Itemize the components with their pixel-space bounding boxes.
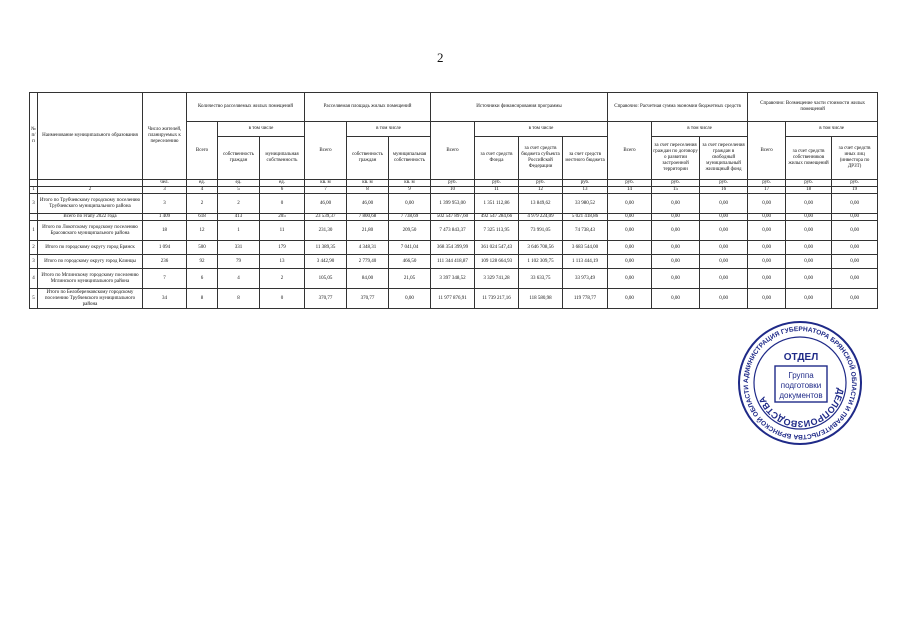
cell-c8: 46,00 xyxy=(347,194,389,214)
cell-planned: 34 xyxy=(143,289,187,309)
stamp-dept2-text: ДЕЛОПРОИЗВОДСТВА xyxy=(756,387,846,430)
cell-c4: 12 xyxy=(187,221,218,241)
col19-header: за счет средств иных лиц (инвестора по ДРЗТ) xyxy=(832,137,878,180)
column-numbers-row xyxy=(30,187,878,194)
cell-name: Итого по городскому округу город Клинцы xyxy=(38,255,143,269)
cell-c14: 0,00 xyxy=(608,241,652,255)
col15-header: за счет переселения граждан по договору о развитии застроенной территории xyxy=(652,137,700,180)
cell-planned: 7 xyxy=(143,269,187,289)
cell-c9: 209,50 xyxy=(389,221,431,241)
cell-c6: 11 xyxy=(260,221,305,241)
cell-c13: 33 980,52 xyxy=(563,194,608,214)
cell-c6: 13 xyxy=(260,255,305,269)
cell-planned: 1 094 xyxy=(143,241,187,255)
unit-cell: руб. xyxy=(608,180,652,187)
cell-no: 1 xyxy=(30,221,38,241)
cell-c11: 3 329 741,28 xyxy=(475,269,519,289)
cell-planned: 1 409 xyxy=(143,214,187,221)
cell-c10: 502 547 897,60 xyxy=(431,214,475,221)
col9-header: муниципальная собственность xyxy=(389,137,431,180)
unit-cell: кв. м xyxy=(305,180,347,187)
cell-c19: 0,00 xyxy=(832,241,878,255)
cell-no: 4 xyxy=(30,269,38,289)
unit-cell: руб. xyxy=(748,180,786,187)
stamp-group-text: документов xyxy=(779,391,823,400)
col-number: 13 xyxy=(563,187,608,194)
cell-c11: 361 024 547,43 xyxy=(475,241,519,255)
cell-c16: 0,00 xyxy=(700,221,748,241)
cell-name: Итого по Мглинскому городскому поселению Мглинского муниципального района xyxy=(38,269,143,289)
cell-c13: 5 021 418,86 xyxy=(563,214,608,221)
cell-no: 3 xyxy=(30,255,38,269)
col-number: 7 xyxy=(305,187,347,194)
cell-c16: 0,00 xyxy=(700,194,748,214)
cell-c5: 413 xyxy=(218,214,260,221)
cell-c8: 7 800,68 xyxy=(347,214,389,221)
cell-c12: 118 580,98 xyxy=(519,289,563,309)
cell-c12: 33 633,75 xyxy=(519,269,563,289)
cell-c5: 8 xyxy=(218,289,260,309)
cell-c16: 0,00 xyxy=(700,214,748,221)
cell-c4: 618 xyxy=(187,214,218,221)
col-number: 9 xyxy=(389,187,431,194)
cell-c15: 0,00 xyxy=(652,221,700,241)
cell-no: 3 xyxy=(30,194,38,214)
group-ref1-header: Справочно: Расчетная сумма экономии бюджетных средств xyxy=(608,93,748,122)
cell-c10: 111 344 418,87 xyxy=(431,255,475,269)
col-number: 16 xyxy=(700,187,748,194)
cell-c15: 0,00 xyxy=(652,214,700,221)
cell-c6: 2 xyxy=(260,269,305,289)
cell-c9: 0,00 xyxy=(389,289,431,309)
ref2-total-header: Всего xyxy=(748,122,786,180)
cell-c14: 0,00 xyxy=(608,194,652,214)
ref1-incl-header: в том числе xyxy=(652,122,748,137)
table-row xyxy=(30,255,878,269)
cell-c19: 0,00 xyxy=(832,221,878,241)
unit-cell: руб. xyxy=(652,180,700,187)
cell-c11: 1 351 112,86 xyxy=(475,194,519,214)
col-number: 10 xyxy=(431,187,475,194)
finance-incl-header: в том числе xyxy=(475,122,608,137)
cell-c10: 7 473 843,37 xyxy=(431,221,475,241)
col-number: 19 xyxy=(832,187,878,194)
group-ref2-header: Справочно: Возмещение части стоимости жилых помещений xyxy=(748,93,878,122)
cell-c9: 21,05 xyxy=(389,269,431,289)
cell-planned: 3 xyxy=(143,194,187,214)
cell-planned: 236 xyxy=(143,255,187,269)
count-total-header: Всего xyxy=(187,122,218,180)
cell-c9: 466,50 xyxy=(389,255,431,269)
finance-total-header: Всего xyxy=(431,122,475,180)
cell-planned: 18 xyxy=(143,221,187,241)
cell-c18: 0,00 xyxy=(786,221,832,241)
cell-c11: 109 128 664,93 xyxy=(475,255,519,269)
col6-header: муниципальная собственность xyxy=(260,137,305,180)
cell-c17: 0,00 xyxy=(748,214,786,221)
col-planned-header: Число жителей, планируемых к переселению xyxy=(143,93,187,180)
cell-name: Всего по этапу 2022 года xyxy=(38,214,143,221)
cell-c15: 0,00 xyxy=(652,269,700,289)
col-number: 18 xyxy=(786,187,832,194)
cell-c17: 0,00 xyxy=(748,221,786,241)
cell-name: Итого по Трубчевскому городскому поселению Трубчевского муниципального района xyxy=(38,194,143,214)
cell-c16: 0,00 xyxy=(700,289,748,309)
cell-c17: 0,00 xyxy=(748,289,786,309)
col-number: 8 xyxy=(347,187,389,194)
cell-c14: 0,00 xyxy=(608,289,652,309)
col-number: 3 xyxy=(143,187,187,194)
cell-c18: 0,00 xyxy=(786,289,832,309)
cell-c4: 2 xyxy=(187,194,218,214)
col8-header: собственность граждан xyxy=(347,137,389,180)
cell-c12: 4 979 224,09 xyxy=(519,214,563,221)
cell-name: Итого по Белоберезковскому городскому поселению Трубчевского муниципального района xyxy=(38,289,143,309)
cell-c8: 21,80 xyxy=(347,221,389,241)
cell-c17: 0,00 xyxy=(748,269,786,289)
stamp-group-text: Группа xyxy=(788,371,814,380)
col12-header: за счет средств бюджета субъекта Российской Федерации xyxy=(519,137,563,180)
cell-no: 5 xyxy=(30,289,38,309)
cell-c12: 13 849,62 xyxy=(519,194,563,214)
cell-c19: 0,00 xyxy=(832,214,878,221)
cell-c5: 79 xyxy=(218,255,260,269)
cell-c13: 3 683 544,00 xyxy=(563,241,608,255)
col-number: 1 xyxy=(30,187,38,194)
cell-c17: 0,00 xyxy=(748,241,786,255)
table-row xyxy=(30,221,878,241)
cell-c8: 4 348,31 xyxy=(347,241,389,255)
cell-c14: 0,00 xyxy=(608,269,652,289)
col-number: 17 xyxy=(748,187,786,194)
group-finance-header: Источники финансирования программы xyxy=(431,93,608,122)
unit-cell: кв. м xyxy=(347,180,389,187)
cell-c7: 231,30 xyxy=(305,221,347,241)
unit-cell: руб. xyxy=(786,180,832,187)
cell-c11: 492 547 284,66 xyxy=(475,214,519,221)
cell-c14: 0,00 xyxy=(608,255,652,269)
col-no-header: № п/п xyxy=(30,93,38,180)
cell-name: Итого по Локотскому городскому поселению Брасовского муниципального района xyxy=(38,221,143,241)
col-number: 12 xyxy=(519,187,563,194)
stamp-group-text: подготовки xyxy=(780,381,822,390)
col-number: 2 xyxy=(38,187,143,194)
ref1-total-header: Всего xyxy=(608,122,652,180)
cell-c18: 0,00 xyxy=(786,194,832,214)
group-area-header: Расселяемая площадь жилых помещений xyxy=(305,93,431,122)
cell-c5: 1 xyxy=(218,221,260,241)
cell-c5: 331 xyxy=(218,241,260,255)
cell-c11: 7 325 113,95 xyxy=(475,221,519,241)
cell-c11: 11 739 217,16 xyxy=(475,289,519,309)
col-name-header: Наименование муниципального образования xyxy=(38,93,143,180)
stamp-dept-text: ОТДЕЛ xyxy=(783,352,819,363)
cell-c13: 1 113 444,19 xyxy=(563,255,608,269)
unit-cell: чел. xyxy=(143,180,187,187)
unit-cell: кв. м xyxy=(389,180,431,187)
col5-header: собственность граждан xyxy=(218,137,260,180)
unit-cell: ед. xyxy=(187,180,218,187)
area-incl-header: в том числе xyxy=(347,122,431,137)
group-count-header: Количество расселяемых жилых помещений xyxy=(187,93,305,122)
cell-c13: 119 778,77 xyxy=(563,289,608,309)
cell-c18: 0,00 xyxy=(786,255,832,269)
col18-header: за счет средств собственников жилых помещений xyxy=(786,137,832,180)
cell-c18: 0,00 xyxy=(786,241,832,255)
cell-c15: 0,00 xyxy=(652,194,700,214)
cell-c8: 370,77 xyxy=(347,289,389,309)
cell-c19: 0,00 xyxy=(832,255,878,269)
table-row-total xyxy=(30,214,878,221)
cell-c15: 0,00 xyxy=(652,241,700,255)
unit-cell: руб. xyxy=(475,180,519,187)
cell-c4: 8 xyxy=(187,289,218,309)
table-row xyxy=(30,269,878,289)
cell-c4: 92 xyxy=(187,255,218,269)
cell-c18: 0,00 xyxy=(786,214,832,221)
cell-c16: 0,00 xyxy=(700,269,748,289)
units-row xyxy=(30,180,878,187)
cell-c12: 73 991,05 xyxy=(519,221,563,241)
cell-c17: 0,00 xyxy=(748,255,786,269)
cell-c8: 2 779,40 xyxy=(347,255,389,269)
col16-header: за счет переселения граждан в свободный муниципальный жилищный фонд xyxy=(700,137,748,180)
table-row xyxy=(30,194,878,214)
cell-c7: 46,00 xyxy=(305,194,347,214)
cell-c6: 179 xyxy=(260,241,305,255)
cell-c19: 0,00 xyxy=(832,194,878,214)
cell-c19: 0,00 xyxy=(832,289,878,309)
stamp-seal xyxy=(735,318,865,448)
unit-cell: руб. xyxy=(700,180,748,187)
cell-c7: 11 389,35 xyxy=(305,241,347,255)
col-number: 6 xyxy=(260,187,305,194)
cell-c13: 74 738,43 xyxy=(563,221,608,241)
cell-c8: 84,00 xyxy=(347,269,389,289)
count-incl-header: в том числе xyxy=(218,122,305,137)
cell-c6: 205 xyxy=(260,214,305,221)
unit-cell: руб. xyxy=(832,180,878,187)
cell-c14: 0,00 xyxy=(608,214,652,221)
table-row xyxy=(30,241,878,255)
page-number: 2 xyxy=(437,50,444,65)
cell-c4: 500 xyxy=(187,241,218,255)
cell-c10: 3 397 348,52 xyxy=(431,269,475,289)
col-number: 11 xyxy=(475,187,519,194)
cell-c10: 368 354 399,99 xyxy=(431,241,475,255)
cell-c10: 1 399 953,00 xyxy=(431,194,475,214)
cell-c9: 7 041,04 xyxy=(389,241,431,255)
cell-c5: 4 xyxy=(218,269,260,289)
cell-c19: 0,00 xyxy=(832,269,878,289)
unit-cell: ед. xyxy=(260,180,305,187)
col-number: 14 xyxy=(608,187,652,194)
cell-c9: 0,00 xyxy=(389,194,431,214)
cell-c16: 0,00 xyxy=(700,255,748,269)
unit-cell: руб. xyxy=(431,180,475,187)
unit-cell: ед. xyxy=(218,180,260,187)
cell-c4: 6 xyxy=(187,269,218,289)
cell-c5: 2 xyxy=(218,194,260,214)
cell-c14: 0,00 xyxy=(608,221,652,241)
cell-c18: 0,00 xyxy=(786,269,832,289)
col13-header: за счет средств местного бюджета xyxy=(563,137,608,180)
cell-c6: 0 xyxy=(260,289,305,309)
cell-c7: 105,05 xyxy=(305,269,347,289)
col11-header: за счет средств Фонда xyxy=(475,137,519,180)
cell-c12: 3 646 708,56 xyxy=(519,241,563,255)
unit-cell: руб. xyxy=(519,180,563,187)
stamp-ring-text: АДМИНИСТРАЦИЯ ГУБЕРНАТОРА БРЯНСКОЙ ОБЛАСТИ И ПРАВИТЕЛЬСТВА БРЯНСКОЙ ОБЛАСТИ xyxy=(742,325,858,441)
area-total-header: Всего xyxy=(305,122,347,180)
cell-no xyxy=(30,214,38,221)
table-row xyxy=(30,289,878,309)
cell-name: Итого по городскому округу город Брянск xyxy=(38,241,143,255)
cell-c16: 0,00 xyxy=(700,241,748,255)
cell-c7: 3 442,90 xyxy=(305,255,347,269)
cell-c12: 1 102 309,75 xyxy=(519,255,563,269)
unit-cell: руб. xyxy=(563,180,608,187)
col-number: 5 xyxy=(218,187,260,194)
cell-c7: 23 539,37 xyxy=(305,214,347,221)
ref2-incl-header: в том числе xyxy=(786,122,878,137)
cell-c15: 0,00 xyxy=(652,255,700,269)
data-table xyxy=(29,92,878,309)
col-number: 4 xyxy=(187,187,218,194)
cell-c9: 7 738,69 xyxy=(389,214,431,221)
col-number: 15 xyxy=(652,187,700,194)
cell-no: 2 xyxy=(30,241,38,255)
cell-c10: 11 977 876,91 xyxy=(431,289,475,309)
cell-c15: 0,00 xyxy=(652,289,700,309)
cell-c17: 0,00 xyxy=(748,194,786,214)
cell-c7: 370,77 xyxy=(305,289,347,309)
cell-c6: 0 xyxy=(260,194,305,214)
cell-c13: 33 973,49 xyxy=(563,269,608,289)
